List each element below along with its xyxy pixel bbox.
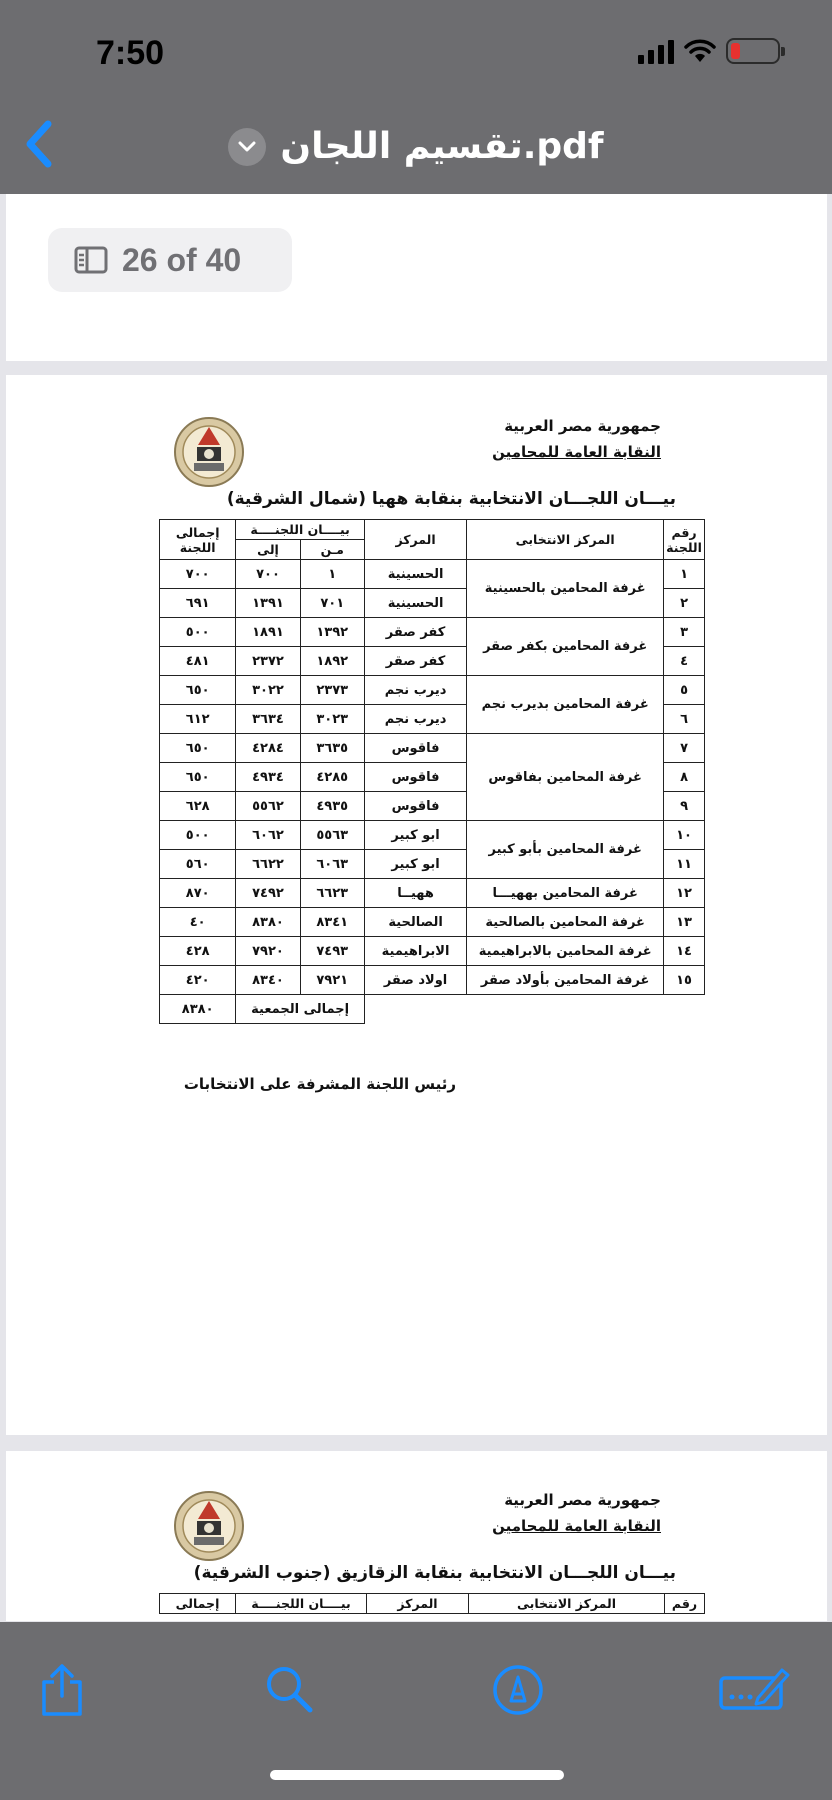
title-menu-button[interactable] bbox=[228, 128, 266, 166]
cell-num: ١٥ bbox=[664, 966, 705, 995]
col-header-center: المركز الانتخابى bbox=[467, 520, 664, 560]
cell-center: غرفة المحامين بالحسينية bbox=[467, 560, 664, 618]
cell-total: ٤٠ bbox=[160, 908, 236, 937]
cell-total: ٤٢٨ bbox=[160, 937, 236, 966]
cell-center: غرفة المحامين بالابراهيمية bbox=[467, 937, 664, 966]
cell-from: ٨٣٤١ bbox=[300, 908, 364, 937]
cell-total: ٤٨١ bbox=[160, 647, 236, 676]
markup-pen-icon bbox=[491, 1663, 545, 1717]
cell-total: ٧٠٠ bbox=[160, 560, 236, 589]
committees-table bbox=[159, 519, 705, 1024]
cell-center: غرفة المحامين بأولاد صقر bbox=[467, 966, 664, 995]
cell-markaz: ديرب نجم bbox=[364, 676, 466, 705]
cell-to: ٣٦٣٤ bbox=[236, 705, 300, 734]
doc-header-syndicate: النقابة العامة للمحامين bbox=[492, 443, 661, 461]
pdf-page-previous[interactable] bbox=[6, 194, 827, 361]
cell-num: ٥ bbox=[664, 676, 705, 705]
cell-to: ٤٢٨٤ bbox=[236, 734, 300, 763]
cell-markaz: الصالحية bbox=[364, 908, 466, 937]
cell-to: ٤٩٣٤ bbox=[236, 763, 300, 792]
document-title-text: تقسيم اللجان.pdf bbox=[280, 126, 604, 167]
next-committees-table bbox=[159, 1593, 705, 1614]
table-row bbox=[160, 908, 705, 937]
cell-num: ٣ bbox=[664, 618, 705, 647]
total-label: إجمالى الجمعية bbox=[236, 995, 365, 1024]
cell-total: ٤٢٠ bbox=[160, 966, 236, 995]
cell-to: ٦٦٢٢ bbox=[236, 850, 300, 879]
table-row bbox=[160, 734, 705, 763]
cell-to: ١٣٩١ bbox=[236, 589, 300, 618]
table-row bbox=[160, 821, 705, 850]
navigation-bar bbox=[0, 100, 832, 194]
cell-total: ٨٧٠ bbox=[160, 879, 236, 908]
cell-center: غرفة المحامين بفاقوس bbox=[467, 734, 664, 821]
cell-markaz: ابو كبير bbox=[364, 850, 466, 879]
battery-icon bbox=[726, 38, 780, 64]
cell-to: ١٨٩١ bbox=[236, 618, 300, 647]
cell-num: ٤ bbox=[664, 647, 705, 676]
cell-to: ٥٥٦٢ bbox=[236, 792, 300, 821]
syndicate-emblem-icon bbox=[172, 415, 246, 489]
cell-center: غرفة المحامين بأبو كبير bbox=[467, 821, 664, 879]
cell-markaz: اولاد صقر bbox=[364, 966, 466, 995]
cell-from: ٦٦٢٣ bbox=[300, 879, 364, 908]
top-bar bbox=[0, 0, 832, 194]
cell-num: ٨ bbox=[664, 763, 705, 792]
cell-num: ٢ bbox=[664, 589, 705, 618]
fill-sign-button[interactable] bbox=[718, 1662, 790, 1718]
table-row bbox=[160, 618, 705, 647]
total-row bbox=[160, 995, 705, 1024]
cell-from: ١٨٩٢ bbox=[300, 647, 364, 676]
cell-from: ٤٢٨٥ bbox=[300, 763, 364, 792]
col-header-num: رقم bbox=[665, 1594, 705, 1614]
search-button[interactable] bbox=[262, 1662, 318, 1718]
table-row bbox=[160, 937, 705, 966]
cell-num: ٧ bbox=[664, 734, 705, 763]
cell-from: ٤٩٣٥ bbox=[300, 792, 364, 821]
col-header-total: إجمالى اللجنة bbox=[160, 520, 236, 560]
wifi-icon bbox=[684, 38, 716, 64]
cell-from: ٧٠١ bbox=[300, 589, 364, 618]
col-header-center: المركز الانتخابى bbox=[469, 1594, 665, 1614]
col-header-to: إلى bbox=[236, 540, 300, 560]
cell-markaz: الحسينية bbox=[364, 560, 466, 589]
cell-markaz: ههيــا bbox=[364, 879, 466, 908]
cell-to: ٣٠٢٢ bbox=[236, 676, 300, 705]
cell-markaz: ابو كبير bbox=[364, 821, 466, 850]
cell-center: غرفة المحامين بديرب نجم bbox=[467, 676, 664, 734]
page-indicator[interactable] bbox=[48, 228, 292, 292]
cell-to: ٧٤٩٢ bbox=[236, 879, 300, 908]
table-row bbox=[160, 560, 705, 589]
col-header-total: إجمالى bbox=[160, 1594, 236, 1614]
cell-num: ١٠ bbox=[664, 821, 705, 850]
cell-num: ١٢ bbox=[664, 879, 705, 908]
cell-from: ٥٥٦٣ bbox=[300, 821, 364, 850]
signature-icon bbox=[718, 1664, 790, 1716]
status-icons bbox=[638, 38, 780, 64]
col-header-group: بيــــان اللجنــــة bbox=[236, 1594, 367, 1614]
home-indicator[interactable] bbox=[270, 1770, 564, 1780]
doc-caption: بيـــان اللجـــان الانتخابية بنقابة ههيا (شمال الشرقية) bbox=[226, 489, 676, 509]
cell-total: ٦٩١ bbox=[160, 589, 236, 618]
table-row bbox=[160, 879, 705, 908]
cell-total: ٦٥٠ bbox=[160, 676, 236, 705]
cell-center: غرفة المحامين بالصالحية bbox=[467, 908, 664, 937]
cell-total: ٦٥٠ bbox=[160, 763, 236, 792]
cell-from: ١٣٩٢ bbox=[300, 618, 364, 647]
bottom-toolbar bbox=[0, 1622, 832, 1800]
cell-num: ١٤ bbox=[664, 937, 705, 966]
page-indicator-text: 26 of 40 bbox=[122, 241, 242, 278]
cell-to: ٧٩٢٠ bbox=[236, 937, 300, 966]
chevron-down-icon bbox=[237, 140, 257, 154]
search-icon bbox=[264, 1664, 316, 1716]
doc-header-country: جمهورية مصر العربية bbox=[504, 417, 661, 435]
total-value: ٨٣٨٠ bbox=[160, 995, 236, 1024]
cell-num: ٩ bbox=[664, 792, 705, 821]
cell-to: ٦٠٦٢ bbox=[236, 821, 300, 850]
next-doc-header-syndicate: النقابة العامة للمحامين bbox=[492, 1517, 661, 1535]
cell-to: ٨٣٤٠ bbox=[236, 966, 300, 995]
cell-from: ٣٦٣٥ bbox=[300, 734, 364, 763]
cell-markaz: فاقوس bbox=[364, 763, 466, 792]
cell-markaz: فاقوس bbox=[364, 792, 466, 821]
cell-total: ٦٥٠ bbox=[160, 734, 236, 763]
cell-markaz: كفر صقر bbox=[364, 647, 466, 676]
cellular-signal-icon bbox=[638, 38, 674, 64]
cell-num: ١ bbox=[664, 560, 705, 589]
col-header-group: بيــــان اللجنــــة bbox=[236, 520, 365, 540]
cell-from: ٧٤٩٣ bbox=[300, 937, 364, 966]
next-doc-header-country: جمهورية مصر العربية bbox=[504, 1491, 661, 1509]
next-doc-caption: بيـــان اللجـــان الانتخابية بنقابة الزقازيق (جنوب الشرقية) bbox=[193, 1563, 676, 1583]
col-header-from: مـن bbox=[300, 540, 364, 560]
cell-to: ٢٣٧٢ bbox=[236, 647, 300, 676]
cell-total: ٥٠٠ bbox=[160, 618, 236, 647]
status-time: 7:50 bbox=[96, 34, 165, 72]
sidebar-icon bbox=[74, 246, 108, 274]
cell-num: ١٣ bbox=[664, 908, 705, 937]
cell-markaz: كفر صقر bbox=[364, 618, 466, 647]
pdf-page-next[interactable] bbox=[6, 1451, 827, 1621]
cell-markaz: فاقوس bbox=[364, 734, 466, 763]
table-row bbox=[160, 676, 705, 705]
col-header-num: رقم اللجنة bbox=[664, 520, 705, 560]
share-button[interactable] bbox=[34, 1662, 90, 1718]
syndicate-emblem-icon bbox=[172, 1489, 246, 1563]
cell-to: ٧٠٠ bbox=[236, 560, 300, 589]
cell-markaz: الابراهيمية bbox=[364, 937, 466, 966]
document-title[interactable] bbox=[0, 126, 832, 167]
cell-markaz: ديرب نجم bbox=[364, 705, 466, 734]
pdf-page-current[interactable] bbox=[6, 375, 827, 1435]
share-icon bbox=[36, 1662, 88, 1718]
cell-total: ٦٢٨ bbox=[160, 792, 236, 821]
cell-num: ٦ bbox=[664, 705, 705, 734]
cell-from: ٧٩٢١ bbox=[300, 966, 364, 995]
table-row bbox=[160, 966, 705, 995]
cell-to: ٨٣٨٠ bbox=[236, 908, 300, 937]
cell-from: ١ bbox=[300, 560, 364, 589]
cell-center: غرفة المحامين بههيـــا bbox=[467, 879, 664, 908]
doc-signature-line: رئيس اللجنة المشرفة على الانتخابات bbox=[183, 1075, 456, 1093]
cell-from: ٣٠٢٣ bbox=[300, 705, 364, 734]
markup-button[interactable] bbox=[490, 1662, 546, 1718]
cell-markaz: الحسينية bbox=[364, 589, 466, 618]
col-header-markaz: المركز bbox=[367, 1594, 469, 1614]
cell-total: ٥٠٠ bbox=[160, 821, 236, 850]
cell-num: ١١ bbox=[664, 850, 705, 879]
col-header-markaz: المركز bbox=[364, 520, 466, 560]
cell-total: ٦١٢ bbox=[160, 705, 236, 734]
cell-from: ٦٠٦٣ bbox=[300, 850, 364, 879]
cell-center: غرفة المحامين بكفر صقر bbox=[467, 618, 664, 676]
cell-from: ٢٣٧٣ bbox=[300, 676, 364, 705]
cell-total: ٥٦٠ bbox=[160, 850, 236, 879]
